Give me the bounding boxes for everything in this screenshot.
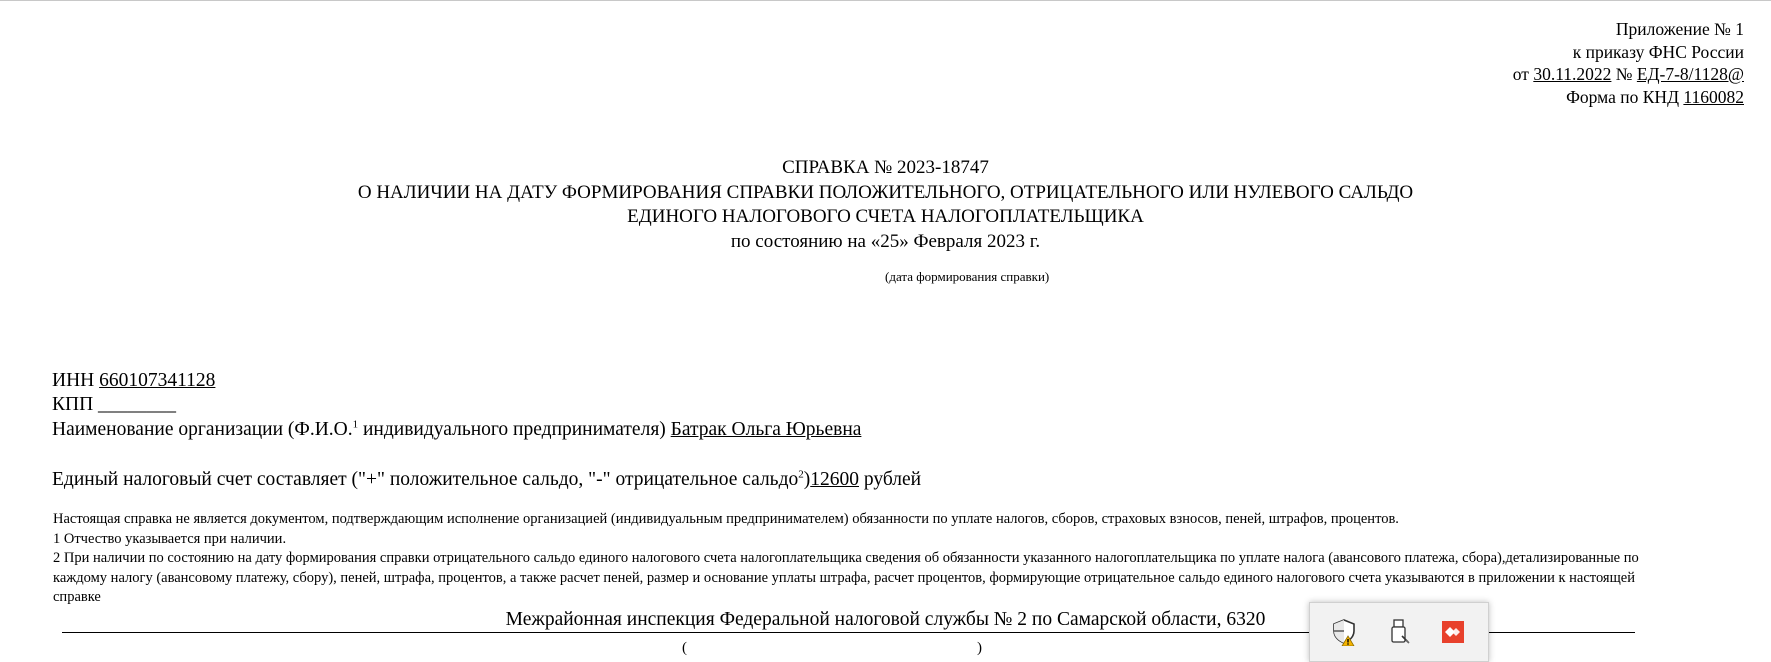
title-date-line: по состоянию на «25» Февраля 2023 г. — [730, 230, 1041, 252]
balance-label: Единый налоговый счет составляет ("+" положительное сальдо, "-" отрицательное сальдо — [52, 469, 799, 490]
anydesk-icon[interactable] — [1438, 617, 1468, 647]
usb-drive-icon[interactable] — [1384, 617, 1414, 647]
kpp-row — [52, 394, 176, 416]
appendix-line-2: к приказу ФНС России — [1572, 41, 1744, 62]
title-line-1: СПРАВКА № 2023-18747 — [782, 157, 989, 178]
balance-label-end: ) — [803, 469, 811, 490]
kpp-label: КПП — [52, 394, 94, 415]
top-border — [0, 0, 1771, 1]
appendix-line-1: Приложение № 1 — [1615, 19, 1744, 39]
balance-value: 12600 — [810, 469, 859, 490]
title-line-2: О НАЛИЧИИ НА ДАТУ ФОРМИРОВАНИЯ СПРАВКИ ПОЛОЖИТЕЛЬНОГО, ОТРИЦАТЕЛЬНОГО ИЛИ НУЛЕВОГО САЛЬДО — [357, 181, 1414, 203]
date-caption: (дата формирования справки) — [885, 269, 1050, 284]
footnote-1: 1 Отчество указывается при наличии. — [53, 530, 287, 547]
org-label: Наименование организации (Ф.И.О. — [52, 419, 353, 440]
paren-right: ) — [977, 640, 982, 656]
order-date: 30.11.2022 — [1533, 64, 1612, 84]
notes-block — [53, 510, 1683, 608]
appendix-header — [1513, 18, 1744, 108]
inn-label: ИНН — [52, 370, 95, 391]
paren-left: ( — [682, 640, 687, 656]
balance-unit: рублей — [863, 469, 922, 490]
footnote-2: 2 При наличии по состоянию на дату формирования справки отрицательного сальдо единого налогового счета налогоплательщика сведения об обязанности указанного налогоплательщика по уплате налога (авансового платежа, сбора),детализированные по каждому налогу (авансовому платежу, сбору), пеней, штрафа, процентов, а также расчет пеней, размер и основание уплаты штрафа, расчет процентов, формирующие отрицательное сальдо единого налогового счета указываются в приложении к настоящей справке — [53, 550, 1639, 605]
balance-footnote-ref: 2 — [798, 468, 804, 481]
org-footnote-ref: 1 — [352, 418, 359, 431]
order-number: ЕД-7-8/1128@ — [1636, 64, 1744, 84]
knd-code: 1160082 — [1683, 86, 1744, 107]
form-label: Форма по КНД — [1566, 86, 1680, 107]
order-number-sign: № — [1615, 64, 1633, 84]
org-label-end: индивидуального предпринимателя) — [358, 419, 666, 440]
kpp-value: ________ — [98, 394, 177, 415]
order-from: от — [1512, 64, 1529, 84]
caption-parentheses — [682, 640, 982, 657]
system-tray-popup — [1309, 602, 1489, 662]
shield-warning-icon[interactable] — [1330, 617, 1360, 647]
title-line-3: ЕДИНОГО НАЛОГОВОГО СЧЕТА НАЛОГОПЛАТЕЛЬЩИКА — [627, 206, 1144, 227]
order-line — [1513, 63, 1744, 86]
balance-row — [52, 469, 921, 491]
form-line — [1513, 86, 1744, 109]
inn-row — [52, 370, 215, 392]
org-row — [52, 419, 861, 441]
disclaimer-note: Настоящая справка не является документом, подтверждающим исполнение организацией (индивидуальным предпринимателем) обязанности по уплате налогов, сборов, страховых взносов, пеней, штрафов, процентов. — [53, 511, 1399, 527]
document-title — [0, 156, 1771, 254]
tax-inspection-name: Межрайонная инспекция Федеральной налоговой службы № 2 по Самарской области, 6320 — [505, 609, 1266, 630]
org-value: Батрак Ольга Юрьевна — [670, 419, 862, 440]
inn-value: 660107341128 — [99, 370, 216, 391]
